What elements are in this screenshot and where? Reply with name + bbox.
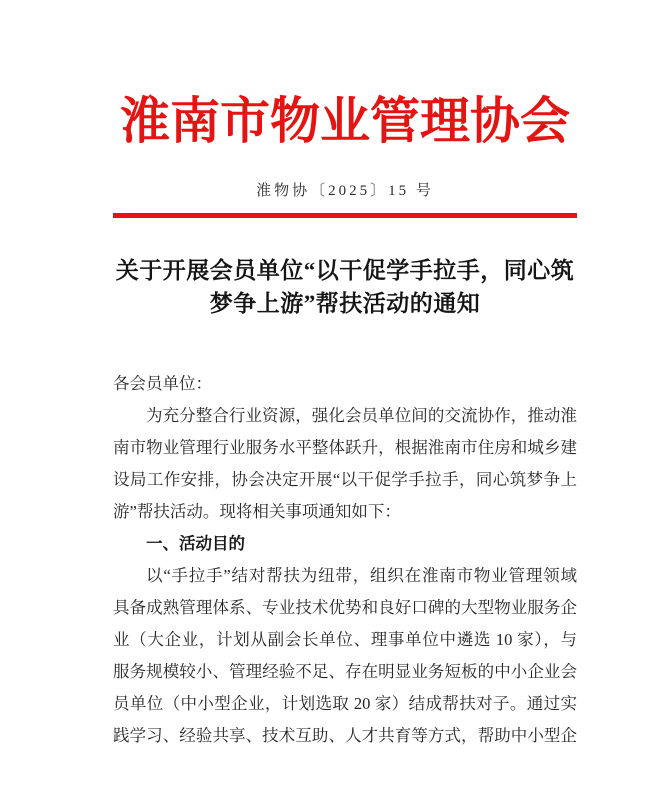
body-line: 以“手拉手”结对帮扶为纽带，组织在淮南市物业管理领域	[146, 566, 577, 585]
body-line: 为充分整合行业资源，强化会员单位间的交流协作，推动淮	[146, 406, 577, 425]
body-line: 南市物业管理行业服务水平整体跃升，根据淮南市住房和城乡建	[113, 438, 577, 457]
header-divider-rule	[113, 213, 577, 218]
document-number: 淮物协〔2025〕15 号	[256, 183, 434, 199]
salutation: 各会员单位：	[113, 374, 212, 393]
body-line: 业（大企业，计划从副会长单位、理事单位中遴选 10 家），与	[113, 630, 577, 649]
body-line: 践学习、经验共享、技术互助、人才共育等方式，帮助中小型企	[113, 726, 577, 745]
body-line: 设局工作安排，协会决定开展“以干促学手拉手，同心筑梦争上	[113, 470, 577, 489]
body-line: 服务规模较小、管理经验不足、存在明显业务短板的中小企业会	[113, 662, 577, 681]
document-title	[113, 254, 577, 320]
section-heading-activity-purpose: 一、活动目的	[146, 534, 245, 553]
body-line: 游”帮扶活动。现将相关事项通知如下：	[113, 502, 401, 521]
body-line: 具备成熟管理体系、专业技术优势和良好口碑的大型物业服务企	[113, 598, 577, 617]
body-line: 员单位（中小型企业，计划选取 20 家）结成帮扶对子。通过实	[113, 694, 577, 713]
document-body	[113, 368, 577, 752]
document-title-line-1: 关于开展会员单位“以干促学手拉手，同心筑	[115, 258, 575, 283]
document-header-org-name: 淮南市物业管理协会	[120, 93, 570, 149]
document-title-line-2: 梦争上游”帮扶活动的通知	[209, 291, 481, 316]
